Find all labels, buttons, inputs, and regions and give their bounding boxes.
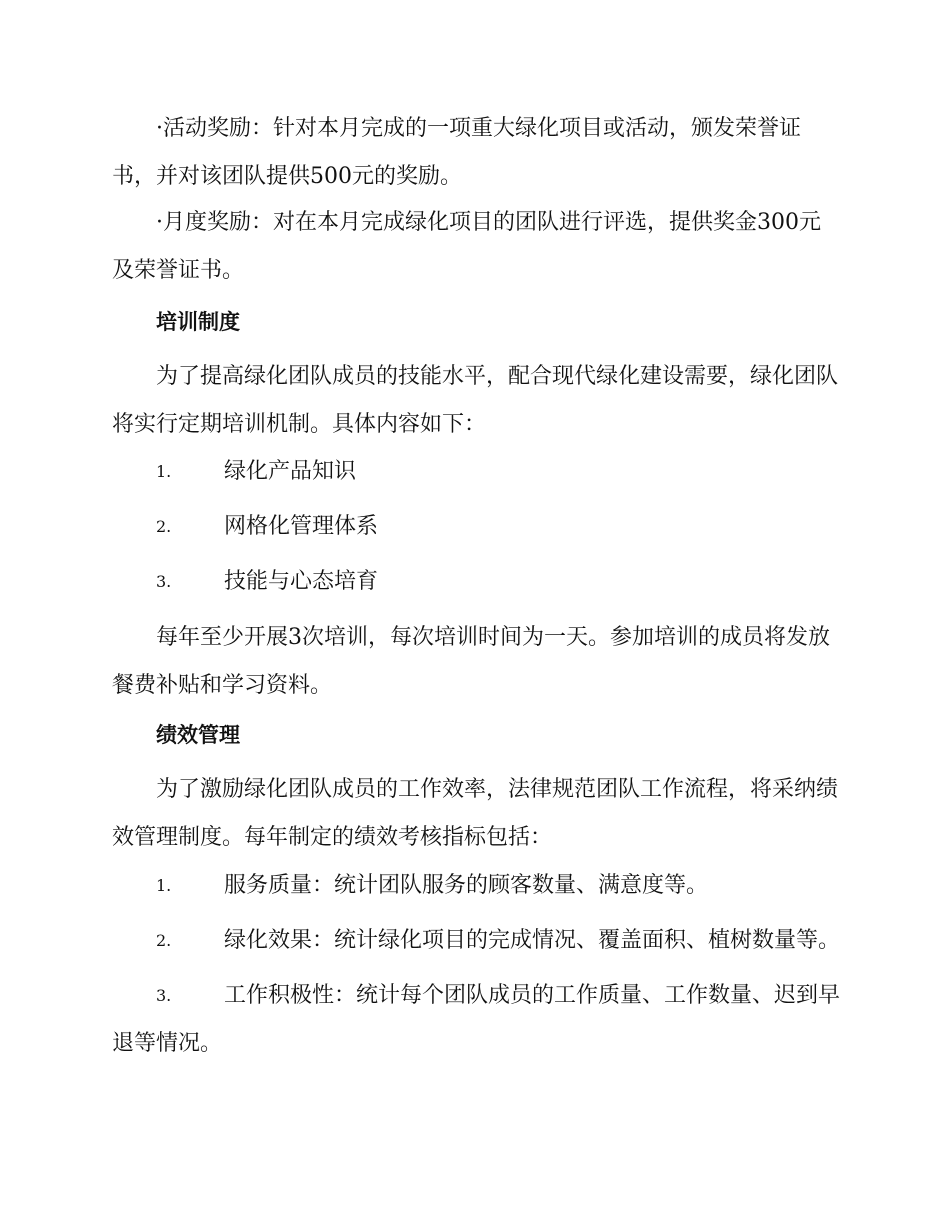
list-number: 3. xyxy=(156,572,172,591)
list-text: 绿化效果：统计绿化项目的完成情况、覆盖面积、植树数量等。 xyxy=(224,928,841,953)
list-number: 3. xyxy=(156,986,172,1005)
list-number: 1. xyxy=(156,462,172,481)
list-number: 2. xyxy=(156,931,172,950)
list-number: 1. xyxy=(156,876,172,895)
performance-heading: 绩效管理 xyxy=(156,723,240,747)
training-intro-paragraph: 为了提高绿化团队成员的技能水平，配合现代绿化建设需要，绿化团队将实行定期培训机制。具体内容如下： xyxy=(112,364,839,437)
training-list-item-2 xyxy=(112,503,842,551)
award-monthly-paragraph: ·月度奖励：对在本月完成绿化项目的团队进行评选，提供奖金300元及荣誉证书。 xyxy=(112,210,821,283)
training-list-item-1 xyxy=(112,448,842,496)
list-text: 工作积极性：统计每个团队成员的工作质量、工作数量、迟到早退等情况。 xyxy=(112,983,841,1056)
performance-list-item-1 xyxy=(112,862,842,910)
training-schedule-paragraph: 每年至少开展3次培训，每次培训时间为一天。参加培训的成员将发放餐费补贴和学习资料。 xyxy=(112,625,830,698)
performance-list-item-2 xyxy=(112,917,842,965)
performance-list-item-3 xyxy=(112,972,842,1068)
award-activity-paragraph: ·活动奖励：针对本月完成的一项重大绿化项目或活动，颁发荣誉证书，并对该团队提供500元的奖励。 xyxy=(112,116,801,189)
list-number: 2. xyxy=(156,517,172,536)
list-text: 服务质量：统计团队服务的顾客数量、满意度等。 xyxy=(224,873,709,898)
list-text: 网格化管理体系 xyxy=(224,514,379,539)
list-text: 绿化产品知识 xyxy=(224,459,357,484)
list-text: 技能与心态培育 xyxy=(224,569,379,594)
training-heading: 培训制度 xyxy=(156,310,240,334)
training-list-item-3 xyxy=(112,558,842,606)
performance-intro-paragraph: 为了激励绿化团队成员的工作效率，法律规范团队工作流程，将采纳绩效管理制度。每年制定的绩效考核指标包括： xyxy=(112,777,839,850)
